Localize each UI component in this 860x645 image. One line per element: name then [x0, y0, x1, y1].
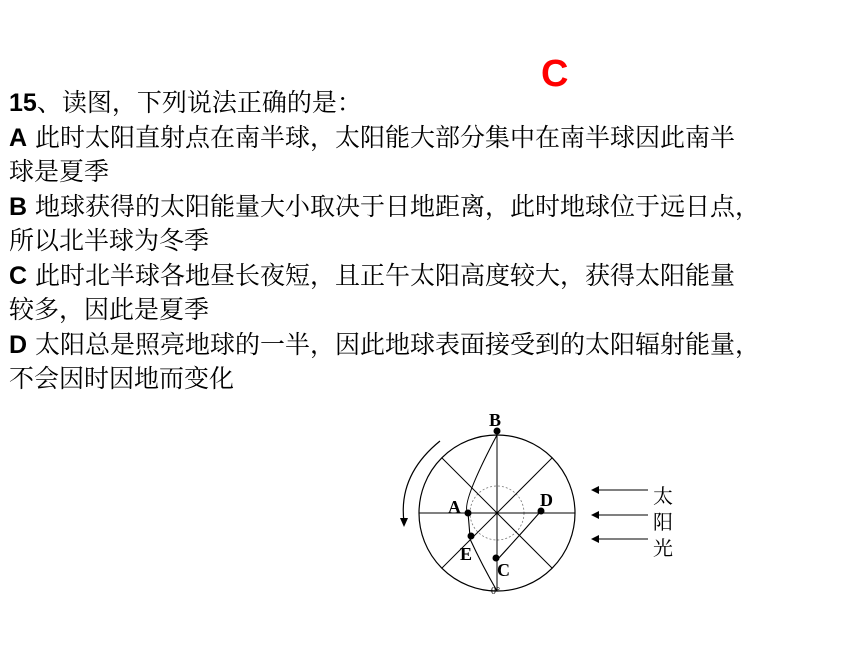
point-e-label: E [460, 544, 473, 564]
option-d-line1: D 太阳总是照亮地球的一半，因此地球表面接受到的太阳辐射能量， [9, 329, 761, 359]
option-a-line2: 球是夏季 [9, 157, 110, 186]
point-d-label: D [540, 490, 553, 510]
option-c-letter: C [9, 261, 28, 290]
option-c-line2: 较多，因此是夏季 [9, 295, 210, 324]
rotation-arrowhead [400, 518, 408, 527]
point-e-dot [468, 533, 475, 540]
point-a-label: A [448, 497, 461, 517]
earth-diagram [380, 405, 700, 605]
option-b-line2: 所以北半球为冬季 [9, 226, 210, 255]
question-block [9, 86, 859, 397]
meridian-curve-d [497, 511, 541, 560]
option-b-letter: B [9, 192, 28, 221]
rotation-arc [403, 441, 440, 522]
degree-label: 0° [491, 586, 500, 597]
sunlight-arrow-3-head [591, 535, 599, 543]
sunlight-arrow-1-head [591, 486, 599, 494]
question-number: 15 [9, 89, 37, 117]
option-d-letter: D [9, 330, 28, 359]
option-d-line2: 不会因时因地而变化 [9, 364, 235, 393]
option-a-line1: A 此时太阳直射点在南半球，太阳能大部分集中在南半球因此南半 [9, 122, 736, 152]
option-b-line1: B 地球获得的太阳能量大小取决于日地距离，此时地球位于远日点， [9, 191, 761, 221]
point-c-label: C [497, 560, 510, 580]
option-c-line1: C 此时北半球各地昼长夜短，且正午太阳高度较大，获得太阳能量 [9, 260, 736, 290]
sunlight-label: 太 阳 光 [653, 484, 673, 560]
answer-letter: C [541, 53, 569, 95]
sunlight-arrow-2-head [591, 511, 599, 519]
question-stem: 15、读图，下列说法正确的是： [9, 88, 362, 117]
point-a-dot [465, 510, 472, 517]
option-a-letter: A [9, 123, 28, 152]
point-b-label: B [489, 410, 502, 430]
